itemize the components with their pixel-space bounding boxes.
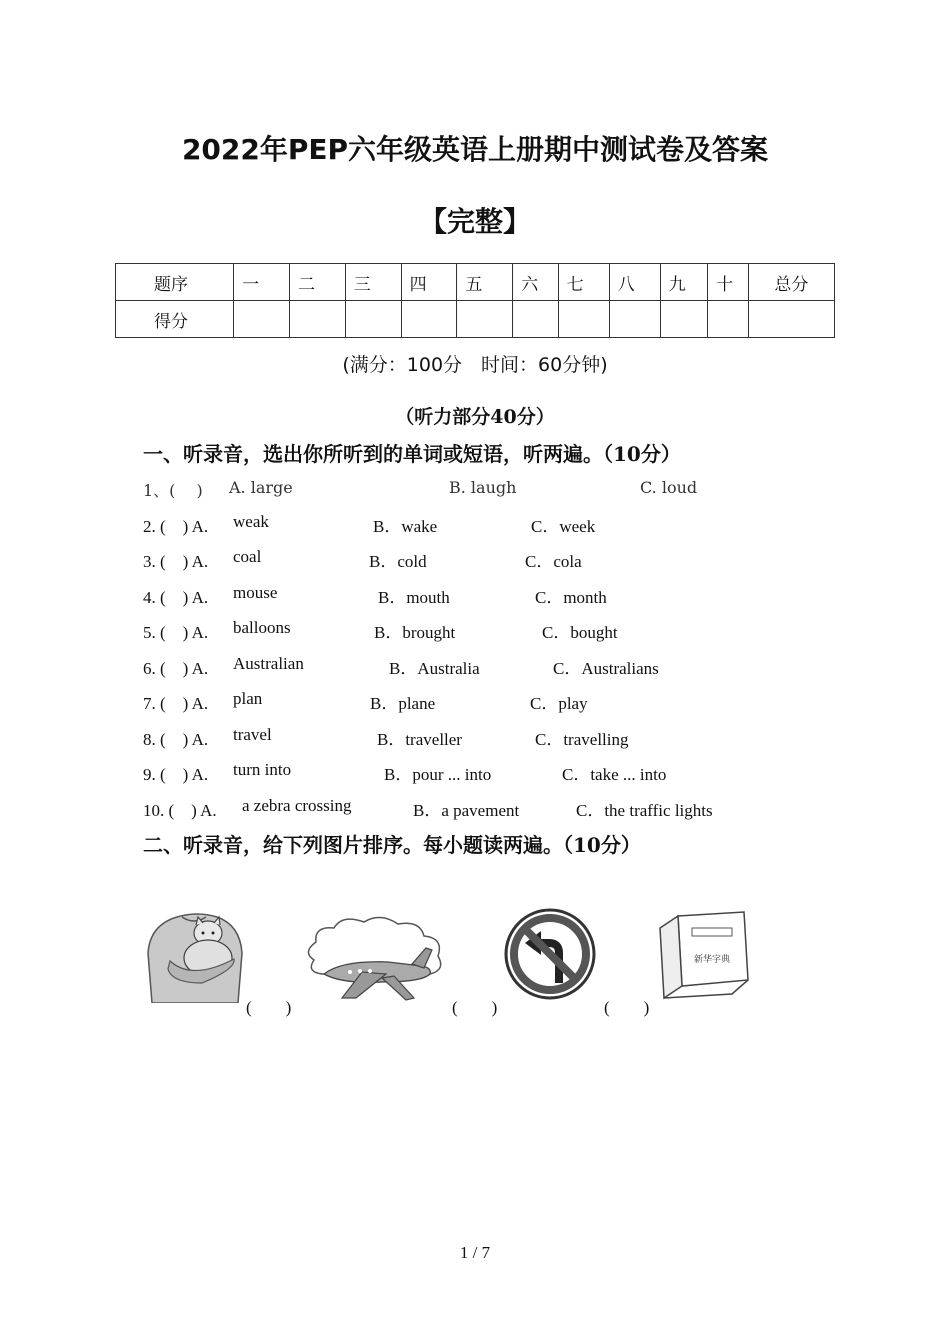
score-cell[interactable]: [748, 301, 834, 338]
person-holding-cat-picture: [142, 903, 247, 1003]
option-b[interactable]: B．mouth: [378, 588, 450, 607]
question-item: [143, 583, 843, 609]
question-item: [143, 796, 843, 822]
table-header-cell: 一: [234, 264, 290, 301]
option-c[interactable]: C. loud: [640, 478, 698, 497]
score-cell[interactable]: [609, 301, 660, 338]
score-cell[interactable]: [234, 301, 290, 338]
question-item: [143, 512, 843, 538]
option-a[interactable]: weak: [233, 512, 269, 531]
question-item: [143, 760, 843, 786]
option-a[interactable]: balloons: [233, 618, 291, 637]
answer-blank[interactable]: ( ): [246, 998, 292, 1017]
question-item: [143, 478, 843, 504]
score-cell[interactable]: [558, 301, 609, 338]
question-item: [143, 547, 843, 573]
option-c[interactable]: C．month: [535, 588, 607, 607]
question-number: 6. ( ) A.: [143, 659, 209, 678]
score-table-row: [116, 301, 835, 338]
table-header-cell: 总分: [748, 264, 834, 301]
option-a[interactable]: travel: [233, 725, 272, 744]
question-number: 10. ( ) A.: [143, 801, 217, 820]
score-cell[interactable]: [457, 301, 513, 338]
option-c[interactable]: C．travelling: [535, 730, 629, 749]
option-a[interactable]: A. large: [229, 478, 293, 497]
question-number: 9. ( ) A.: [143, 765, 209, 784]
meta-line: (满分：100分 时间：60分钟): [342, 354, 608, 376]
option-a[interactable]: a zebra crossing: [242, 796, 352, 815]
option-b[interactable]: B．brought: [374, 623, 456, 642]
question-item: [143, 689, 843, 715]
question-number: 5. ( ) A.: [143, 623, 209, 642]
table-header-cell: 九: [660, 264, 707, 301]
option-b[interactable]: B．pour ... into: [384, 765, 492, 784]
page-title: 2022年PEP六年级英语上册期中测试卷及答案: [181, 133, 769, 166]
option-a[interactable]: turn into: [233, 760, 292, 779]
section1-title: 一、听录音，选出你所听到的单词或短语，听两遍。（10分）: [143, 442, 681, 466]
option-a[interactable]: plan: [233, 689, 263, 708]
option-a[interactable]: mouse: [233, 583, 278, 602]
question-number: 1、( ): [143, 481, 203, 500]
table-header-cell: 八: [609, 264, 660, 301]
option-c[interactable]: C．week: [531, 517, 596, 536]
score-table-header-row: [116, 264, 835, 301]
question-number: 3. ( ) A.: [143, 552, 209, 571]
option-c[interactable]: C．bought: [542, 623, 618, 642]
score-cell[interactable]: [401, 301, 457, 338]
option-c[interactable]: C．play: [530, 694, 588, 713]
question-number: 8. ( ) A.: [143, 730, 209, 749]
option-c[interactable]: C．cola: [525, 552, 582, 571]
option-b[interactable]: B. laugh: [449, 478, 517, 497]
option-a[interactable]: Australian: [233, 654, 304, 673]
question-item: [143, 654, 843, 680]
airplane-picture: [302, 912, 447, 1004]
answer-blank[interactable]: ( ): [604, 998, 650, 1017]
page-number: 1 / 7: [459, 1243, 491, 1262]
table-header-cell: 三: [345, 264, 401, 301]
page-title-suffix: 【完整】: [418, 205, 531, 238]
table-header-cell: 四: [401, 264, 457, 301]
table-header-cell: 十: [708, 264, 749, 301]
table-header-cell: 五: [457, 264, 513, 301]
score-cell[interactable]: [513, 301, 558, 338]
question-number: 4. ( ) A.: [143, 588, 209, 607]
score-table: [115, 263, 835, 338]
table-header-cell: 七: [558, 264, 609, 301]
table-row-label: 得分: [116, 301, 234, 338]
question-number: 2. ( ) A.: [143, 517, 209, 536]
option-c[interactable]: C．take ... into: [562, 765, 667, 784]
score-cell[interactable]: [660, 301, 707, 338]
table-header-cell: 二: [289, 264, 345, 301]
score-cell[interactable]: [708, 301, 749, 338]
score-cell[interactable]: [345, 301, 401, 338]
no-left-turn-sign-picture: [503, 907, 597, 1001]
section2-title: 二、听录音，给下列图片排序。每小题读两遍。（10分）: [143, 833, 641, 857]
book-title: 新华字典: [693, 955, 731, 965]
option-b[interactable]: B．wake: [373, 517, 438, 536]
table-header-cell: 六: [513, 264, 558, 301]
table-header-cell: 题序: [116, 264, 234, 301]
option-b[interactable]: B．cold: [369, 552, 427, 571]
option-b[interactable]: B．plane: [370, 694, 436, 713]
question-number: 7. ( ) A.: [143, 694, 209, 713]
option-c[interactable]: C．the traffic lights: [576, 801, 713, 820]
question-item: [143, 725, 843, 751]
option-b[interactable]: B．Australia: [389, 659, 480, 678]
dictionary-book-picture: [656, 910, 752, 1002]
listening-header: （听力部分40分）: [395, 406, 555, 428]
score-cell[interactable]: [289, 301, 345, 338]
option-c[interactable]: C．Australians: [553, 659, 659, 678]
option-b[interactable]: B．a pavement: [413, 801, 520, 820]
question-item: [143, 618, 843, 644]
answer-blank[interactable]: ( ): [452, 998, 498, 1017]
option-a[interactable]: coal: [233, 547, 262, 566]
option-b[interactable]: B．traveller: [377, 730, 462, 749]
